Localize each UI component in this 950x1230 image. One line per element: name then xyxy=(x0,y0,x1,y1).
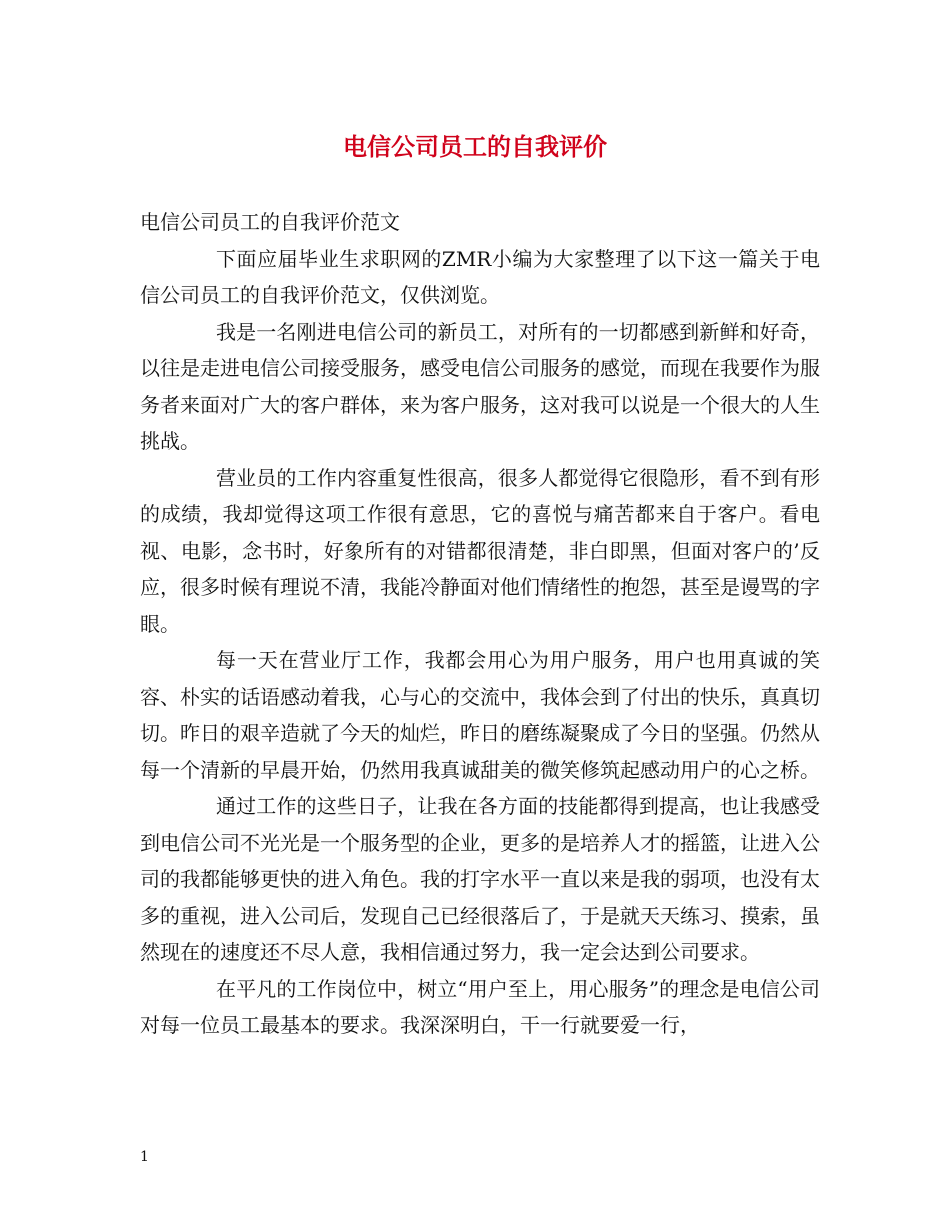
paragraph-5: 通过工作的这些日子，让我在各方面的技能都得到提高，也让我感受到电信公司不光光是一个服务型的企业，更多的是培养人才的摇篮，让进入公司的我都能够更快的进入角色。我的打字水平一直以来是我的弱项，也没有太多的重视，进入公司后，发现自己已经很落后了，于是就天天练习、摸索，虽然现在的速度还不尽人意，我相信通过努力，我一定会达到公司要求。 xyxy=(140,794,820,964)
page-number: 1 xyxy=(140,1149,149,1165)
page-title: 电信公司员工的自我评价 xyxy=(343,132,607,161)
document-subtitle: 电信公司员工的自我评价范文 xyxy=(140,210,400,234)
paragraph-4: 每一天在营业厅工作，我都会用心为用户服务，用户也用真诚的笑容、朴实的话语感动着我，心与心的交流中，我体会到了付出的快乐，真真切切。昨日的艰辛造就了今天的灿烂，昨日的磨练凝聚成了今日的坚强。仍然从每一个清新的早晨开始，仍然用我真诚甜美的微笑修筑起感动用户的心之桥。 xyxy=(140,648,820,782)
paragraph-1: 下面应届毕业生求职网的ZMR小编为大家整理了以下这一篇关于电信公司员工的自我评价范文，仅供浏览。 xyxy=(140,246,820,307)
paragraph-2: 我是一名刚进电信公司的新员工，对所有的一切都感到新鲜和好奇，以往是走进电信公司接受服务，感受电信公司服务的感觉，而现在我要作为服务者来面对广大的客户群体，来为客户服务，这对我可以说是一个很大的人生挑战。 xyxy=(140,319,820,453)
paragraph-6: 在平凡的工作岗位中，树立“用户至上，用心服务”的理念是电信公司对每一位员工最基本的要求。我深深明白，干一行就要爱一行， xyxy=(140,976,820,1037)
document-body xyxy=(140,204,820,1044)
paragraph-3: 营业员的工作内容重复性很高，很多人都觉得它很隐形，看不到有形的成绩，我却觉得这项工作很有意思，它的喜悦与痛苦都来自于客户。看电视、电影，念书时，好象所有的对错都很清楚，非白即黑，但面对客户的’反应，很多时候有理说不清，我能冷静面对他们情绪性的抱怨，甚至是谩骂的字眼。 xyxy=(140,465,820,636)
